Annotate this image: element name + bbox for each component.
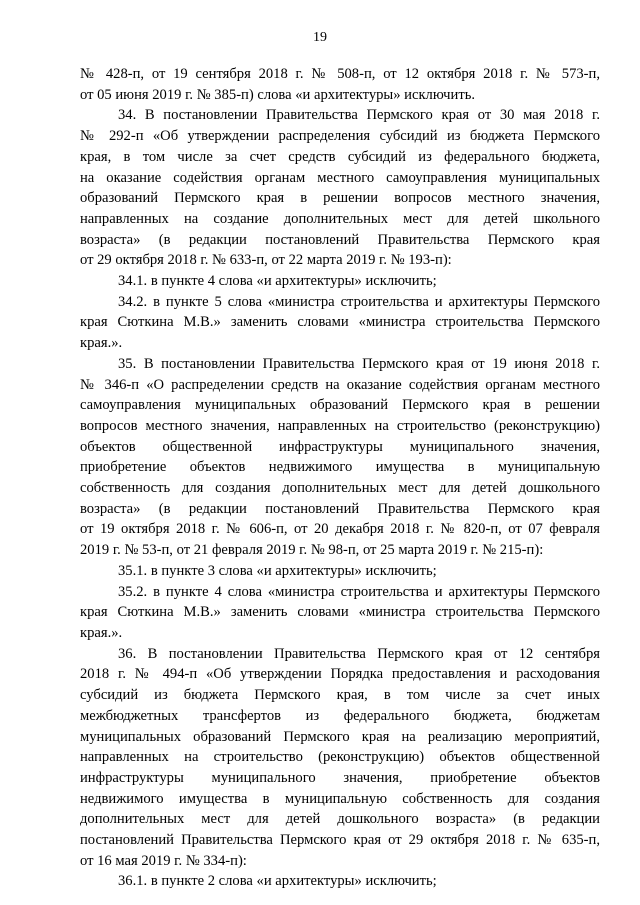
text-line: № 346-п «О распределении средств на оказание содействия органам местного xyxy=(80,376,600,393)
text-line: края.». xyxy=(80,624,123,641)
paragraph-35 xyxy=(80,354,600,561)
text-line: межбюджетных трансфертов из федерального бюджета, бюджетам xyxy=(80,707,600,724)
text-line: недвижимого имущества в муниципальную собственность для создания xyxy=(80,790,600,807)
text-line: от 16 мая 2019 г. № 334-п): xyxy=(80,852,247,869)
text-line: направленных на создание дополнительных мест для детей школьного xyxy=(80,210,600,227)
text-line: от 19 октября 2018 г. № 606-п, от 20 декабря 2018 г. № 820-п, от 07 февраля xyxy=(80,521,600,538)
text-line: направленных на строительство (реконструкцию) объектов общественной xyxy=(80,749,600,766)
text-line: постановлений Правительства Пермского края от 29 октября 2018 г. № 635-п, xyxy=(80,832,600,849)
text-line: 2018 г. № 494-п «Об утверждении Порядка предоставления и расходования xyxy=(80,666,600,683)
text-line: 35.1. в пункте 3 слова «и архитектуры» исключить; xyxy=(118,562,437,579)
text-line: приобретение объектов недвижимого имущества в муниципальную xyxy=(80,459,600,476)
paragraph-36 xyxy=(80,644,600,872)
paragraph-34-1 xyxy=(80,271,600,292)
text-line: возраста» (в редакции постановлений Правительства Пермского края xyxy=(80,231,600,248)
text-line: собственность для создания дополнительных мест для детей дошкольного xyxy=(80,480,600,497)
text-line: 36. В постановлении Правительства Пермского края от 12 сентября xyxy=(118,645,600,662)
text-line: края Сюткина М.В.» заменить словами «министра строительства Пермского xyxy=(80,314,600,331)
text-line: края.». xyxy=(80,335,123,352)
text-line: муниципальных образований Пермского края на реализацию мероприятий, xyxy=(80,728,600,745)
text-line: возраста» (в редакции постановлений Правительства Пермского края xyxy=(80,500,600,517)
text-line: инфраструктуры муниципального значения, приобретение объектов xyxy=(80,769,600,786)
text-line: края, в том числе за счет средств субсидий из федерального бюджета, xyxy=(80,148,600,165)
text-line: 34.2. в пункте 5 слова «министра строительства и архитектуры Пермского xyxy=(118,293,600,310)
paragraph-34 xyxy=(80,105,600,271)
paragraph-33-continuation xyxy=(80,64,600,105)
text-line: 2019 г. № 53-п, от 21 февраля 2019 г. № 98-п, от 25 марта 2019 г. № 215-п): xyxy=(80,542,544,559)
paragraph-35-2 xyxy=(80,582,600,644)
text-line: объектов общественной инфраструктуры муниципального значения, xyxy=(80,438,600,455)
text-line: вопросов местного значения, направленных на строительство (реконструкцию) xyxy=(80,417,600,434)
text-line: дополнительных мест для детей дошкольного возраста» (в редакции xyxy=(80,811,600,828)
paragraph-34-2 xyxy=(80,292,600,354)
text-line: № 292-п «Об утверждении распределения субсидий из бюджета Пермского xyxy=(80,128,600,145)
document-body xyxy=(80,64,600,892)
text-line: самоуправления муниципальных образований Пермского края в решении xyxy=(80,397,600,414)
text-line: 36.1. в пункте 2 слова «и архитектуры» исключить; xyxy=(118,873,437,890)
text-line: от 05 июня 2019 г. № 385-п) слова «и архитектуры» исключить. xyxy=(80,86,476,103)
text-line: от 29 октября 2018 г. № 633-п, от 22 марта 2019 г. № 193-п): xyxy=(80,252,452,269)
paragraph-36-1 xyxy=(80,871,600,892)
text-line: субсидий из бюджета Пермского края, в том числе за счет иных xyxy=(80,687,600,704)
text-line: 34. В постановлении Правительства Пермского края от 30 мая 2018 г. xyxy=(118,107,600,124)
text-line: 34.1. в пункте 4 слова «и архитектуры» исключить; xyxy=(118,273,437,290)
text-line: образований Пермского края в решении вопросов местного значения, xyxy=(80,190,600,207)
text-line: 35.2. в пункте 4 слова «министра строительства и архитектуры Пермского xyxy=(118,583,600,600)
page-number: 19 xyxy=(313,30,327,45)
text-line: на оказание содействия органам местного самоуправления муниципальных xyxy=(80,169,600,186)
text-line: 35. В постановлении Правительства Пермского края от 19 июня 2018 г. xyxy=(118,355,600,372)
text-line: края Сюткина М.В.» заменить словами «министра строительства Пермского xyxy=(80,604,600,621)
text-line: № 428-п, от 19 сентября 2018 г. № 508-п, от 12 октября 2018 г. № 573-п, xyxy=(80,66,600,82)
paragraph-35-1 xyxy=(80,561,600,582)
